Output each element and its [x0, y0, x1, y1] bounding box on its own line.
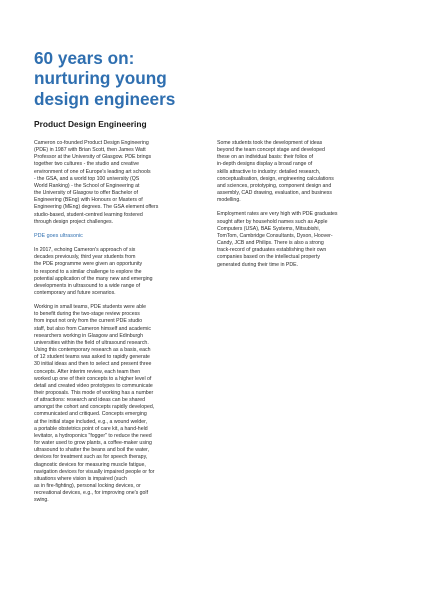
text-line: decades previously, third year students from	[34, 254, 136, 261]
text-line: (PDE) in 1987 with Brian Scott, then James Watt	[34, 147, 146, 154]
text-line: their proposals. This mode of working has a number	[34, 390, 154, 396]
text-line: - the GSA, and a world top 100 university (QS	[34, 175, 140, 182]
text-line: companies based on the intellectual property	[217, 254, 320, 261]
text-line: studio-based, student-centred learning fostered	[34, 211, 143, 218]
text-line: concepts. After interim review, each team then	[34, 368, 141, 375]
text-line: diagnostic devices for measuring muscle fatigue,	[34, 461, 146, 468]
title-line-3: design engineers	[34, 88, 176, 109]
text-line: together two cultures - the studio and creative	[34, 161, 139, 168]
text-line: detail and created video prototypes to communicate	[34, 382, 153, 389]
text-line: amongst the cohort and concepts rapidly developed,	[34, 404, 155, 411]
text-line: universities within the field of ultrasound research.	[34, 339, 149, 346]
text-line: of attractions: research and ideas can be shared	[34, 397, 146, 404]
text-line: generated during their time in PDE.	[217, 261, 299, 268]
text-line: contemporary and future scenarios.	[34, 289, 116, 296]
text-line: to benefit during the two-stage review process	[34, 311, 140, 318]
text-line: Some students took the development of ideas	[217, 140, 323, 146]
text-line: assembly, CAD drawing, evaluation, and business	[217, 190, 332, 197]
right-column	[217, 140, 395, 276]
text-line: staff, but also from Cameron himself and academic	[34, 325, 151, 332]
text-line: sought after by household names such as Apple	[217, 218, 328, 225]
text-line: Employment rates are very high with PDE graduates	[217, 211, 338, 218]
employment-paragraph	[217, 211, 395, 268]
text-line: modelling.	[217, 197, 241, 204]
text-line: skills attractive to industry: detailed research,	[217, 168, 321, 175]
text-line: for water used to grow plants, a coffee-maker using	[34, 440, 152, 447]
left-column	[34, 140, 212, 512]
text-line: TomTom, Cambridge Consultants, Dyson, Hoover-	[217, 232, 333, 239]
text-line: recreational devices, e.g., for improving one's golf	[34, 490, 149, 497]
text-line: in-depth designs display a broad range of	[217, 161, 313, 168]
text-line: at the initial stage included, e.g., a wound welder,	[34, 418, 148, 425]
text-line: track-record of graduates establishing their own	[217, 247, 327, 254]
text-line: the PDE programme were given an opportunity	[34, 261, 143, 268]
text-line: In 2017, echoing Cameron's approach of six	[34, 247, 136, 254]
individual-development-paragraph	[217, 140, 395, 204]
text-line: to respond to a similar challenge to explore the	[34, 268, 142, 275]
text-line: communicated and critiqued. Concepts emerging	[34, 411, 147, 418]
text-line: situations where vision is impaired (such	[34, 475, 127, 482]
title-line-2: nurturing young	[34, 68, 167, 89]
text-line: navigation devices for visually impaired people or for	[34, 468, 155, 475]
intro-paragraph	[34, 140, 212, 226]
text-line: through design project challenges.	[34, 218, 114, 225]
ultrasonic-paragraph	[34, 247, 212, 297]
text-line: Computers (USA), BAE Systems, Mitsubishi,	[217, 225, 320, 232]
text-line: World Ranking) - the School of Engineering at	[34, 182, 140, 189]
text-line: 30 initial ideas and then to select and present three	[34, 361, 152, 368]
text-line: from input not only from the current PDE studio	[34, 318, 143, 325]
text-line: conceptualisation, design, engineering calculations	[217, 175, 334, 182]
text-line: Engineering (BEng) with Honours or Masters of	[34, 197, 143, 204]
title-line-1: 60 years on:	[34, 48, 135, 68]
text-line: environment of one of Europe's leading art schools	[34, 168, 151, 175]
text-line: Cameron co-founded Product Design Engineering	[34, 140, 149, 146]
text-line: Using this contemporary research as a basis, each	[34, 347, 151, 354]
section-subtitle: Product Design Engineering	[34, 119, 147, 129]
text-line: worked up one of their concepts to a higher level of	[34, 375, 152, 382]
teams-paragraph	[34, 304, 212, 504]
text-line: Engineering (MEng) degrees. The GSA element offers	[34, 204, 159, 211]
text-line: beyond the team concept stage and developed	[217, 147, 325, 154]
text-line: and sciences, prototyping, component design and	[217, 182, 332, 189]
text-line: Professor at the University of Glasgow. PDE brings	[34, 154, 152, 161]
text-line: ultrasound to shatter the beans and boil the water,	[34, 447, 150, 454]
text-line: a portable obstetrics point of care kit, a hand-held	[34, 425, 148, 432]
text-line: levitator, a hydroponics "fogger" to reduce the need	[34, 432, 152, 439]
text-line: the University of Glasgow to offer Bachelor of	[34, 190, 138, 197]
section-heading: PDE goes ultrasonic	[34, 232, 83, 239]
text-line: devices for treatment such as for speech therapy,	[34, 454, 148, 461]
text-line: as in fire-fighting), personal locking devices, or	[34, 483, 141, 490]
text-line: potential application of the many new and emerging	[34, 275, 153, 282]
page-title	[34, 48, 394, 109]
text-line: swing.	[34, 497, 49, 504]
text-line: Candy, JCB and Philips. There is also a strong	[217, 240, 324, 247]
text-line: researchers working in Glasgow and Edinburgh	[34, 332, 143, 339]
text-line: developments in ultrasound to a wide range of	[34, 282, 141, 289]
text-line: Working in small teams, PDE students were able	[34, 304, 147, 311]
text-line: of 12 student teams was asked to rapidly generate	[34, 354, 150, 361]
text-line: these on an individual basis: their folios of	[217, 154, 314, 161]
